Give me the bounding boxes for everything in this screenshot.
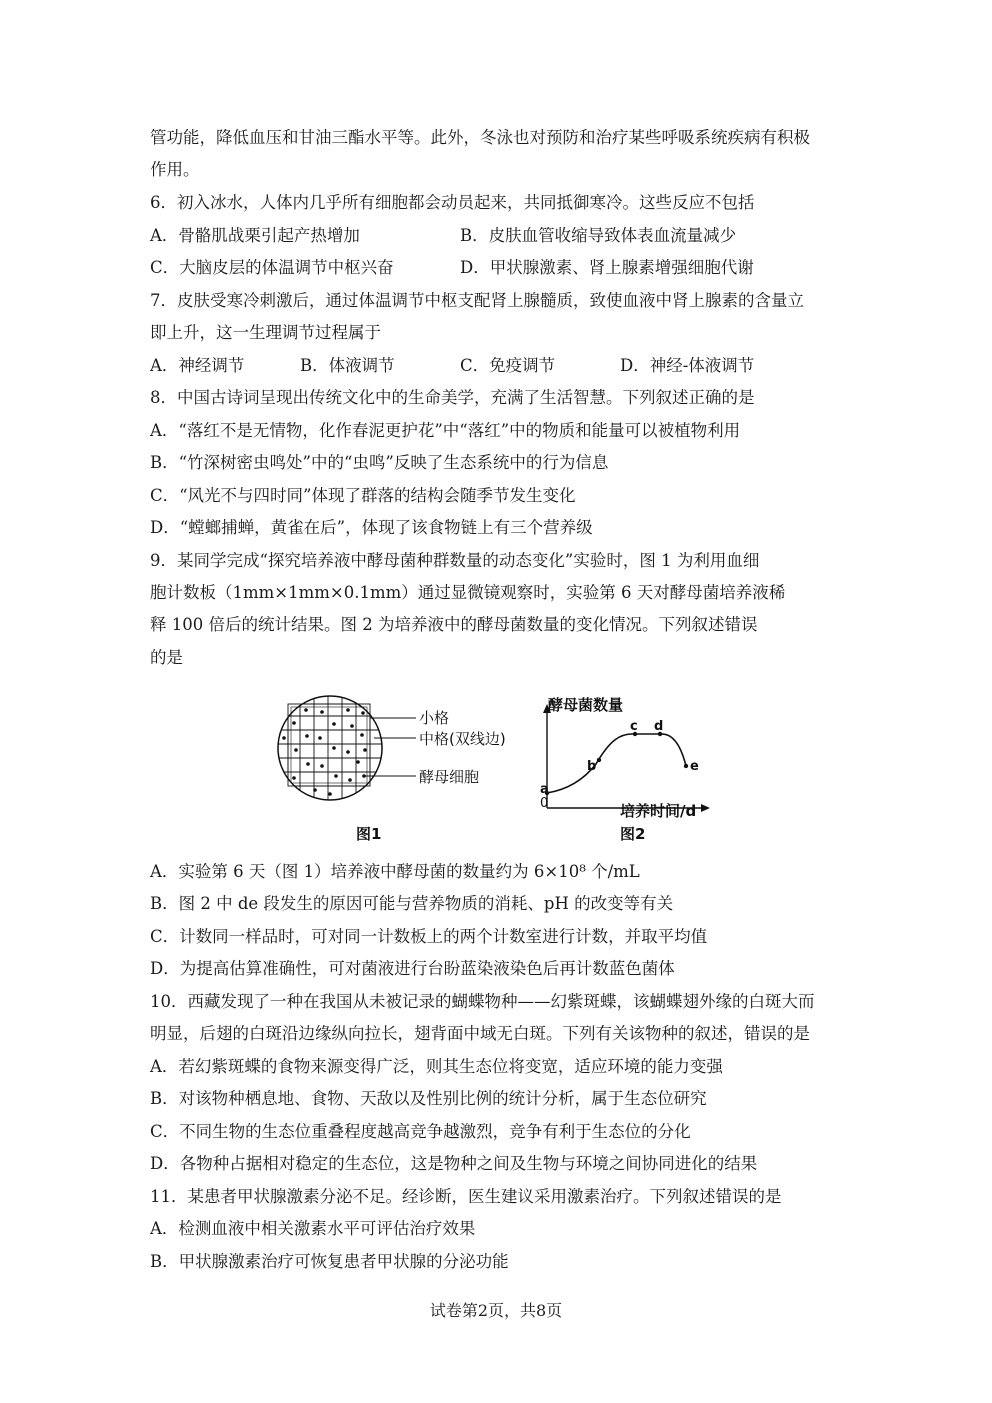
q6-option-c: C．大脑皮层的体温调节中枢兴奋 [150,258,394,277]
label-yeast-cell: 酵母细胞 [419,768,480,786]
q6-stem: 6．初入冰水，人体内几乎所有细胞都会动员起来，共同抵御寒冷。这些反应不包括 [150,193,755,212]
q8-option-b: B．“竹深树密虫鸣处”中的“虫鸣”反映了生态系统中的行为信息 [150,453,609,472]
origin-label: 0 [540,796,549,811]
q6-option-a: A．骨骼肌战栗引起产热增加 [150,226,360,245]
point-b-label: b [587,759,597,774]
q9-stem-line-4: 的是 [150,648,183,667]
page-footer: 试卷第2页，共8页 [429,1301,563,1320]
q8-option-a: A．“落红不是无情物，化作春泥更护花”中“落红”中的物质和能量可以被植物利用 [150,421,741,440]
label-medium-square: 中格(双线边) [419,730,506,748]
q9-option-d: D．为提高估算准确性，可对菌液进行台盼蓝染液染色后再计数蓝色菌体 [150,959,675,978]
q10-stem-line-1: 10．西藏发现了一种在我国从未被记录的蝴蝶物种——幻紫斑蝶，该蝴蝶翅外缘的白斑大而 [150,992,815,1011]
q7-stem-line-2: 即上升，这一生理调节过程属于 [150,323,381,342]
q7-option-a: A．神经调节 [150,356,245,375]
y-axis-label: 酵母菌数量 [548,696,624,714]
q7-option-c: C．免疫调节 [460,356,556,375]
point-b [597,758,601,762]
q9-option-c: C．计数同一样品时，可对同一计数板上的两个计数室进行计数，并取平均值 [150,927,708,946]
q11-option-b: B．甲状腺激素治疗可恢复患者甲状腺的分泌功能 [150,1252,509,1271]
q9-stem-line-2: 胞计数板（1mm×1mm×0.1mm）通过显微镜观察时，实验第 6 天对酵母菌培养液稀 [150,583,786,602]
intro-line-1: 管功能，降低血压和甘油三酯水平等。此外，冬泳也对预防和治疗某些呼吸系统疾病有积极 [150,128,810,147]
q10-option-a: A．若幻紫斑蝶的食物来源变得广泛，则其生态位将变宽，适应环境的能力变强 [150,1057,723,1076]
q10-stem-line-2: 明显，后翅的白斑沿边缘纵向拉长，翅背面中域无白斑。下列有关该物种的叙述，错误的是 [150,1024,810,1043]
q9-figures-svg [270,690,730,850]
q7-stem-line-1: 7．皮肤受寒冷刺激后，通过体温调节中枢支配肾上腺髓质，致使血液中肾上腺素的含量立 [150,291,804,310]
point-e [684,764,688,768]
q8-option-d: D．“螳螂捕蝉，黄雀在后”，体现了该食物链上有三个营养级 [150,518,593,537]
point-e-label: e [690,759,699,774]
field-of-view-circle [278,696,382,800]
q7-option-b: B．体液调节 [300,356,395,375]
yeast-cells [282,708,367,796]
q8-stem: 8．中国古诗词呈现出传统文化中的生命美学，充满了生活智慧。下列叙述正确的是 [150,388,755,407]
q9-stem-line-3: 释 100 倍后的统计结果。图 2 为培养液中的酵母菌数量的变化情况。下列叙述错误 [150,615,758,634]
figure-2-caption: 图2 [620,825,646,843]
q6-option-b: B．皮肤血管收缩导致体表血流量减少 [460,226,737,245]
figure-1-hemocytometer [278,694,506,843]
intro-line-2: 作用。 [150,160,200,179]
q9-stem-line-1: 9．某同学完成“探究培养液中酵母菌种群数量的动态变化”实验时，图 1 为利用血细 [150,551,760,570]
point-d-label: d [654,719,664,734]
q9-figures [270,690,730,850]
figure-2-growth-curve [540,696,710,843]
x-axis-label: 培养时间/d [620,802,697,820]
q7-option-d: D．神经-体液调节 [620,356,755,375]
point-a-label: a [540,782,549,797]
figure-1-caption: 图1 [356,825,382,843]
growth-curve-line [547,734,686,793]
q9-option-b: B．图 2 中 de 段发生的原因可能与营养物质的消耗、pH 的改变等有关 [150,894,674,913]
q8-option-c: C．“风光不与四时同”体现了群落的结构会随季节发生变化 [150,486,576,505]
q6-option-d: D．甲状腺激素、肾上腺素增强细胞代谢 [460,258,754,277]
point-c-label: c [630,719,638,734]
q9-option-a: A．实验第 6 天（图 1）培养液中酵母菌的数量约为 6×10⁸ 个/mL [150,862,640,881]
q11-stem: 11．某患者甲状腺激素分泌不足。经诊断，医生建议采用激素治疗。下列叙述错误的是 [150,1187,782,1206]
q10-option-d: D．各物种占据相对稳定的生态位，这是物种之间及生物与环境之间协同进化的结果 [150,1154,758,1173]
q10-option-c: C．不同生物的生态位重叠程度越高竞争越激烈，竞争有利于生态位的分化 [150,1122,691,1141]
q11-option-a: A．检测血液中相关激素水平可评估治疗效果 [150,1219,476,1238]
q10-option-b: B．对该物种栖息地、食物、天敌以及性别比例的统计分析，属于生态位研究 [150,1089,707,1108]
label-small-square: 小格 [419,709,450,727]
x-axis-arrow [701,804,710,812]
